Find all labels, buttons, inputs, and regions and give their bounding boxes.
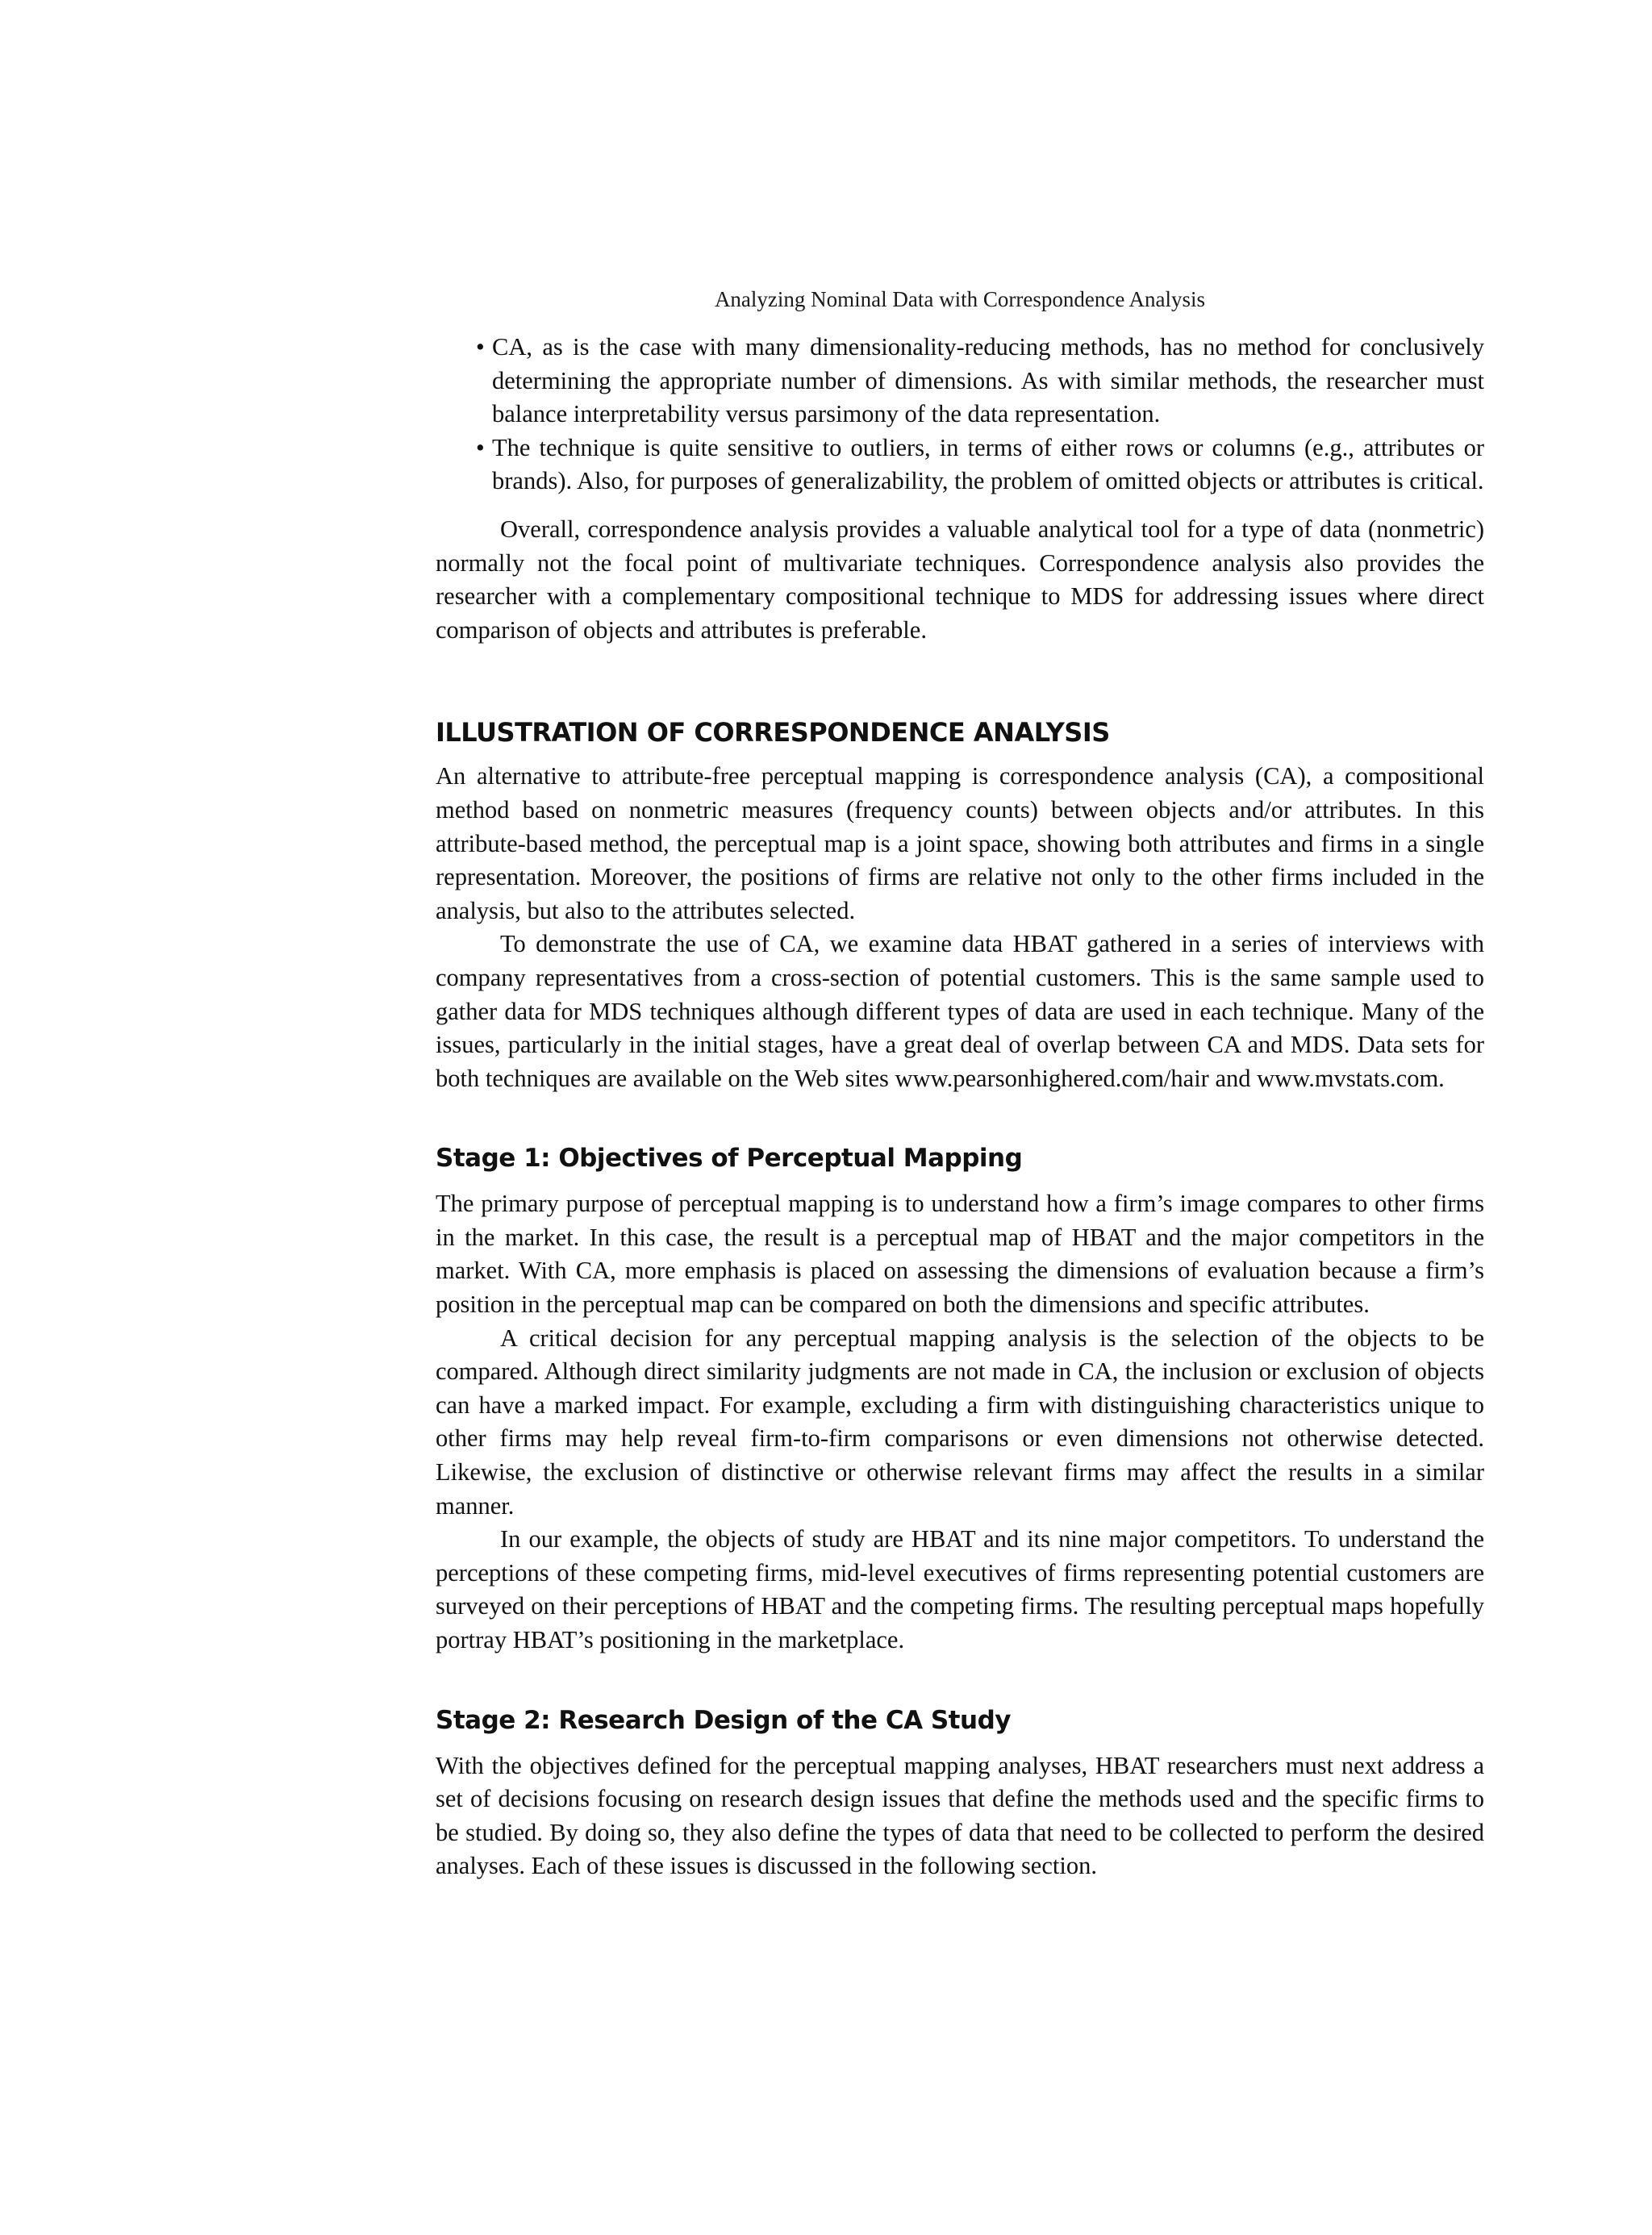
stage2-heading: Stage 2: Research Design of the CA Study: [436, 1705, 1011, 1735]
section-paragraph: To demonstrate the use of CA, we examine data HBAT gathered in a series of interviews with company representatives from a cross-section of potential customers. This is the same sample used to gather data for MDS techniques although different types of data are used in each technique. Many of the issues, particularly in the initial stages, have a great deal of overlap between CA and MDS. Data sets for both techniques are available on the Web sites www.pearsonhighered.com/hair and www.mvstats.com.: [436, 930, 1484, 1092]
stage1-heading: Stage 1: Objectives of Perceptual Mapping: [436, 1144, 1023, 1174]
overall-paragraph: Overall, correspondence analysis provides a valuable analytical tool for a type of data (nonmetric) normally not the focal point of multivariate techniques. Correspondence analysis also provides the researcher with a complementary compositional technique to MDS for addressing issues where direct comparison of objects and attributes is preferable.: [436, 515, 1484, 644]
page-body: [436, 331, 1484, 1883]
stage2-paragraph: With the objectives defined for the perceptual mapping analyses, HBAT researchers must next address a set of decisions focusing on research design issues that define the methods used and the specific firms to be studied. By doing so, they also define the types of data that need to be collected to perform the desired analyses. Each of these issues is discussed in the following section.: [436, 1751, 1484, 1880]
bullet-item-outliers: [436, 432, 1484, 498]
bullet-marker: •: [476, 333, 485, 361]
limitations-bullet-list: [436, 331, 1484, 498]
section-paragraph: An alternative to attribute-free perceptual mapping is correspondence analysis (CA), a compositional method based on nonmetric measures (frequency counts) between objects and/or attributes. In this attribute-based method, the perceptual map is a joint space, showing both attributes and firms in a single representation. Moreover, the positions of firms are relative not only to the other firms included in the analysis, but also to the attributes selected.: [436, 762, 1484, 924]
stage1-paragraph: In our example, the objects of study are HBAT and its nine major competitors. To understand the perceptions of these competing firms, mid-level executives of firms representing potential customers are surveyed on their perceptions of HBAT and the competing firms. The resulting perceptual maps hopefully portray HBAT’s positioning in the marketplace.: [436, 1525, 1484, 1653]
stage1-paragraph: A critical decision for any perceptual mapping analysis is the selection of the objects to be compared. Although direct similarity judgments are not made in CA, the inclusion or exclusion of objects can have a marked impact. For example, excluding a firm with distinguishing characteristics unique to other firms may help reveal firm-to-firm comparisons or even dimensions not otherwise detected. Likewise, the exclusion of distinctive or otherwise relevant firms may affect the results in a similar manner.: [436, 1324, 1484, 1520]
bullet-marker: •: [476, 433, 485, 461]
stage1-paragraph: The primary purpose of perceptual mapping is to understand how a firm’s image compares to other firms in the market. In this case, the result is a perceptual map of HBAT and the major competitors in the market. With CA, more emphasis is placed on assessing the dimensions of evaluation because a firm’s position in the perceptual map can be compared on both the dimensions and specific attributes.: [436, 1190, 1484, 1319]
bullet-item-dimensions: [436, 331, 1484, 432]
section-heading: ILLUSTRATION OF CORRESPONDENCE ANALYSIS: [436, 717, 1110, 748]
running-head: Analyzing Nominal Data with Correspondence Analysis: [714, 287, 1206, 311]
bullet-text: CA, as is the case with many dimensionality-reducing methods, has no method for conclusively determining the appropriate number of dimensions. As with similar methods, the researcher must balance interpretability versus parsimony of the data representation.: [492, 333, 1484, 428]
bullet-text: The technique is quite sensitive to outliers, in terms of either rows or columns (e.g., attributes or brands). Also, for purposes of generalizability, the problem of omitted objects or attributes is critical.: [492, 433, 1484, 495]
